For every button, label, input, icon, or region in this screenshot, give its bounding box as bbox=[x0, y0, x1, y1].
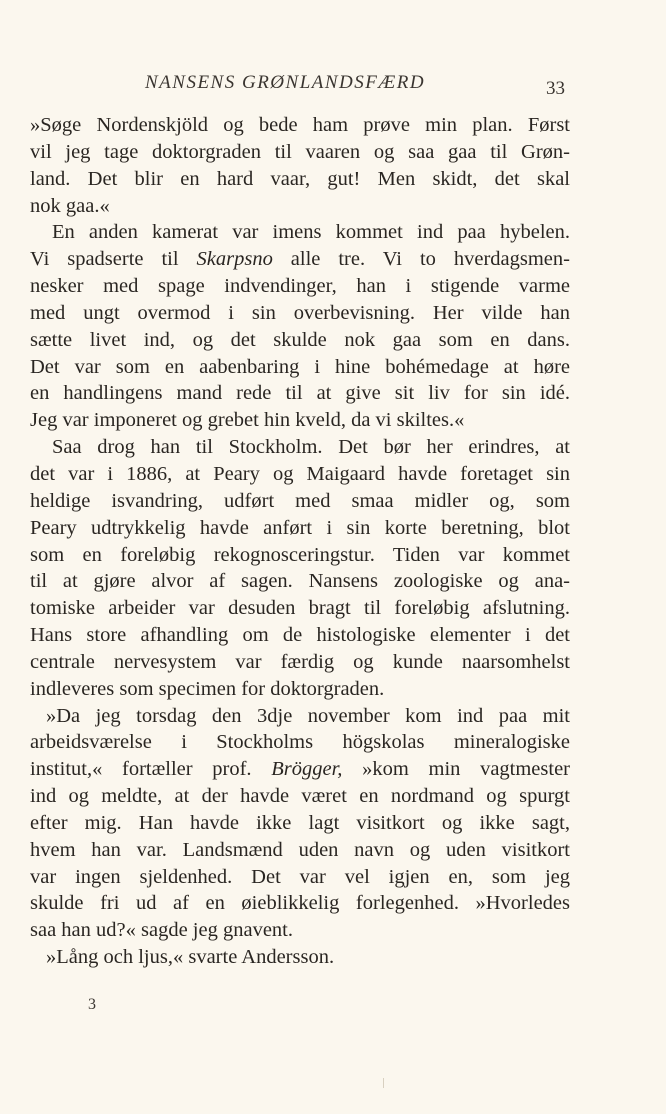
line-text: nesker med spage indvendinger, han i stigende varme bbox=[30, 275, 570, 298]
text-line bbox=[30, 542, 570, 569]
line-text: var ingen sjeldenhed. Det var vel igjen en, som jeg bbox=[30, 865, 570, 888]
text-line bbox=[30, 327, 570, 354]
text-line bbox=[30, 595, 570, 622]
text-line bbox=[30, 273, 570, 300]
line-text: Det var som en aabenbaring i hine bohémedage at høre bbox=[30, 355, 570, 378]
line-text: sætte livet ind, og det skulde nok gaa som en dans. bbox=[30, 328, 570, 351]
line-text: »Da jeg torsdag den 3dje november kom ind paa mit bbox=[46, 704, 570, 727]
line-text: det var i 1886, at Peary og Maigaard havde foretaget sin bbox=[30, 462, 570, 485]
text-line bbox=[30, 246, 570, 273]
line-text-continued: alle tre. Vi to hverdagsmen- bbox=[272, 248, 570, 271]
running-title: NANSENS GRØNLANDSFÆRD bbox=[145, 72, 426, 93]
text-line bbox=[30, 864, 570, 891]
paper-speck bbox=[383, 1078, 384, 1088]
italic-name: Skarpsno bbox=[196, 248, 273, 271]
text-line bbox=[30, 166, 570, 193]
text-line bbox=[30, 434, 570, 461]
line-text: Hans store afhandling om de histologiske elementer i det bbox=[30, 624, 570, 647]
signature-mark: 3 bbox=[88, 996, 96, 1013]
text-line bbox=[30, 676, 570, 703]
text-line bbox=[30, 193, 570, 220]
text-line bbox=[30, 219, 570, 246]
line-text: Vi spadserte til bbox=[30, 248, 197, 271]
text-line bbox=[30, 568, 570, 595]
line-text: indleveres som specimen for doktorgraden. bbox=[30, 677, 385, 700]
text-line bbox=[30, 461, 570, 488]
line-text: skulde fri ud af en øieblikkelig forlegenhed. »Hvorledes bbox=[30, 892, 570, 915]
line-text: en handlingens mand rede til at give sit liv for sin idé. bbox=[30, 382, 570, 405]
line-text: tomiske arbeider var desuden bragt til foreløbig afslutning. bbox=[30, 597, 570, 620]
text-line bbox=[30, 756, 570, 783]
line-text: centrale nervesystem var færdig og kunde naarsomhelst bbox=[30, 650, 570, 673]
line-text: Jeg var imponeret og grebet hin kveld, da vi skiltes.« bbox=[30, 409, 465, 432]
text-line bbox=[30, 649, 570, 676]
line-text: ind og meldte, at der havde været en nordmand og spurgt bbox=[30, 785, 570, 808]
text-line bbox=[30, 622, 570, 649]
text-line bbox=[30, 890, 570, 917]
text-line bbox=[30, 515, 570, 542]
line-text: En anden kamerat var imens kommet ind paa hybelen. bbox=[52, 221, 570, 244]
page-header bbox=[0, 72, 666, 102]
page-number: 33 bbox=[546, 78, 565, 99]
line-text: med ungt overmod i sin overbevisning. Her vilde han bbox=[30, 301, 570, 324]
text-line bbox=[30, 354, 570, 381]
text-line bbox=[30, 300, 570, 327]
line-text: efter mig. Han havde ikke lagt visitkort og ikke sagt, bbox=[30, 811, 570, 834]
text-line bbox=[30, 837, 570, 864]
text-line bbox=[30, 917, 570, 944]
text-line bbox=[30, 380, 570, 407]
body-text bbox=[30, 112, 570, 971]
line-text: Saa drog han til Stockholm. Det bør her erindres, at bbox=[52, 436, 570, 459]
italic-name: Brögger, bbox=[271, 758, 343, 781]
line-text: Peary udtrykkelig havde anført i sin korte beretning, blot bbox=[30, 516, 570, 539]
text-line bbox=[30, 112, 570, 139]
line-text: heldige isvandring, udført med smaa midler og, som bbox=[30, 489, 570, 512]
line-text-continued: »kom min vagtmester bbox=[342, 758, 570, 781]
line-text: nok gaa.« bbox=[30, 194, 110, 217]
text-line bbox=[30, 810, 570, 837]
text-line bbox=[30, 703, 570, 730]
line-text: vil jeg tage doktorgraden til vaaren og saa gaa til Grøn- bbox=[30, 140, 570, 163]
line-text: til at gjøre alvor af sagen. Nansens zoologiske og ana- bbox=[30, 570, 570, 593]
text-line bbox=[30, 944, 570, 971]
line-text: arbeidsværelse i Stockholms högskolas mineralogiske bbox=[30, 731, 570, 754]
line-text: saa han ud?« sagde jeg gnavent. bbox=[30, 919, 293, 942]
text-line bbox=[30, 488, 570, 515]
line-text: institut,« fortæller prof. bbox=[30, 758, 272, 781]
text-line bbox=[30, 729, 570, 756]
line-text: land. Det blir en hard vaar, gut! Men skidt, det skal bbox=[30, 167, 570, 190]
line-text: hvem han var. Landsmænd uden navn og uden visitkort bbox=[30, 838, 570, 861]
line-text: som en foreløbig rekognosceringstur. Tiden var kommet bbox=[30, 543, 570, 566]
text-line bbox=[30, 139, 570, 166]
text-line bbox=[30, 407, 570, 434]
line-text: »Søge Nordenskjöld og bede ham prøve min plan. Først bbox=[30, 114, 570, 136]
line-text: »Lång och ljus,« svarte Andersson. bbox=[46, 946, 335, 969]
text-line bbox=[30, 783, 570, 810]
